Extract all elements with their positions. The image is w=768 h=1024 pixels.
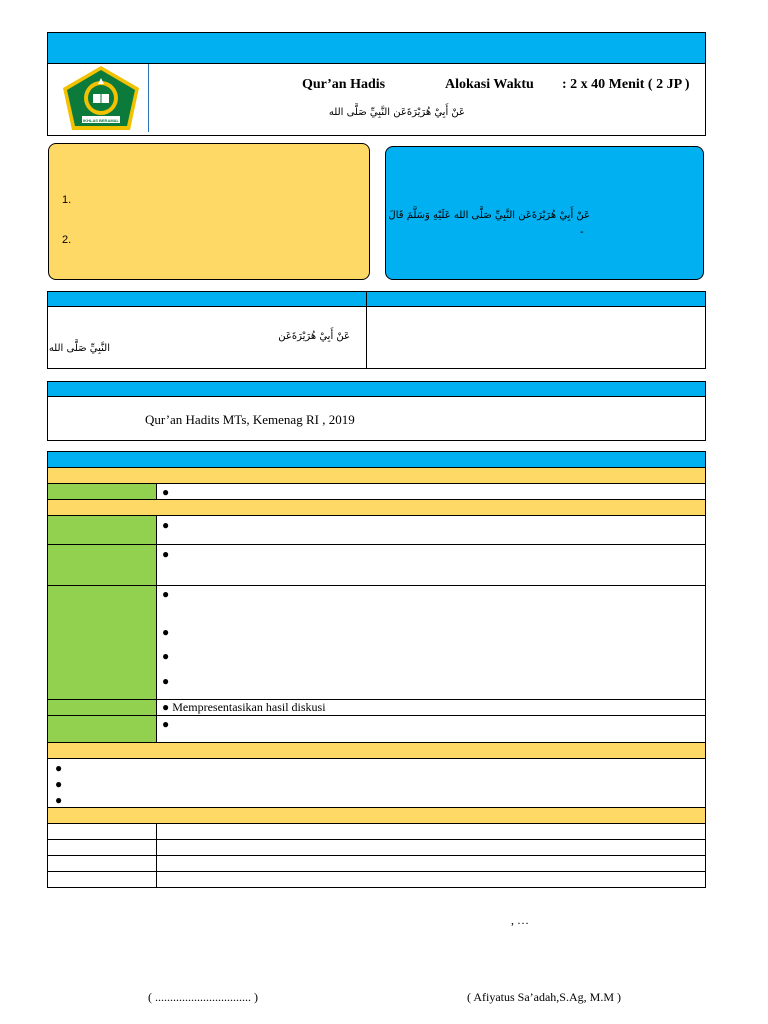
closing-bullet-1: ● [55,761,63,775]
activities-header [47,451,706,468]
closing-bullet-3: ● [55,793,63,807]
row-6-bullet: ● [162,717,170,731]
time-label: Alokasi Waktu [445,77,534,92]
section-two-arabic-2: النَّبِيِّ صَلَّى الله [48,343,110,354]
assessment-band [47,807,706,824]
hadith-box-arabic: عَنْ أَبِيْ هُرَيْرَةَعَن النَّبِيِّ صَلَّى الله عَلَيْهِ وَسَلَّمَ قَالَ [388,210,590,221]
assessment-row-3-label [47,855,157,872]
activities-band-2 [47,499,706,516]
subject-title: Qur’an Hadis [302,77,386,92]
closing-content [47,758,706,808]
assessment-row-2-content [156,839,706,856]
row-1-content [156,483,706,500]
row-4-bullet-3: ● [162,649,170,663]
row-2-bullet: ● [162,518,170,532]
row-3-content [156,544,706,586]
kemenag-logo-icon [60,64,142,134]
source-header [47,381,706,397]
assessment-row-3-content [156,855,706,872]
activities-band-1 [47,467,706,484]
source-text: Qur’an Hadits MTs, Kemenag RI , 2019 [145,412,355,427]
assessment-row-4-content [156,871,706,888]
row-6-content [156,715,706,743]
signature-right: ( Afiyatus Sa’adah,S.Ag, M.M ) [467,990,621,1004]
row-4-label [47,585,157,700]
row-4-content [156,585,706,700]
header-divider [148,64,149,132]
row-6-label [47,715,157,743]
section-two-body-divider [366,306,367,368]
row-5-label [47,699,157,716]
signature-place-date: , … [511,913,529,927]
row-2-label [47,515,157,545]
row-5-presentasi: ● Mempresentasikan hasil diskusi [162,700,326,714]
row-2-content [156,515,706,545]
hadith-box-dash: - [580,226,584,238]
row-4-bullet-4: ● [162,674,170,688]
section-two-body [47,306,706,369]
objective-2: 2. [62,234,72,246]
signature-left: ( ................................ ) [148,990,258,1004]
row-4-bullet-2: ● [162,625,170,639]
closing-bullet-2: ● [55,777,63,791]
objective-1: 1. [62,194,72,206]
section-two-arabic-1: عَنْ أَبِيْ هُرَيْرَةَعَن [278,331,350,342]
section-two-header-divider [366,291,367,307]
time-value: : 2 x 40 Menit ( 2 JP ) [562,77,690,92]
activities-band-3 [47,742,706,759]
objectives-box [48,143,370,280]
assessment-row-1-label [47,823,157,840]
header-bar [47,32,706,64]
row-1-label [47,483,157,500]
assessment-row-1-content [156,823,706,840]
row-3-label [47,544,157,586]
row-4-bullet-1: ● [162,587,170,601]
row-3-bullet: ● [162,547,170,561]
row-1-bullet: ● [162,485,170,499]
header-body [47,63,706,136]
header-arabic: عَنْ أَبِيْ هُرَيْرَةَعَن النَّبِيِّ صَلَّى الله [328,107,465,118]
logo-text: IKHLAS BERAMAL [83,118,119,123]
assessment-row-4-label [47,871,157,888]
section-two-header [47,291,706,307]
assessment-row-2-label [47,839,157,856]
